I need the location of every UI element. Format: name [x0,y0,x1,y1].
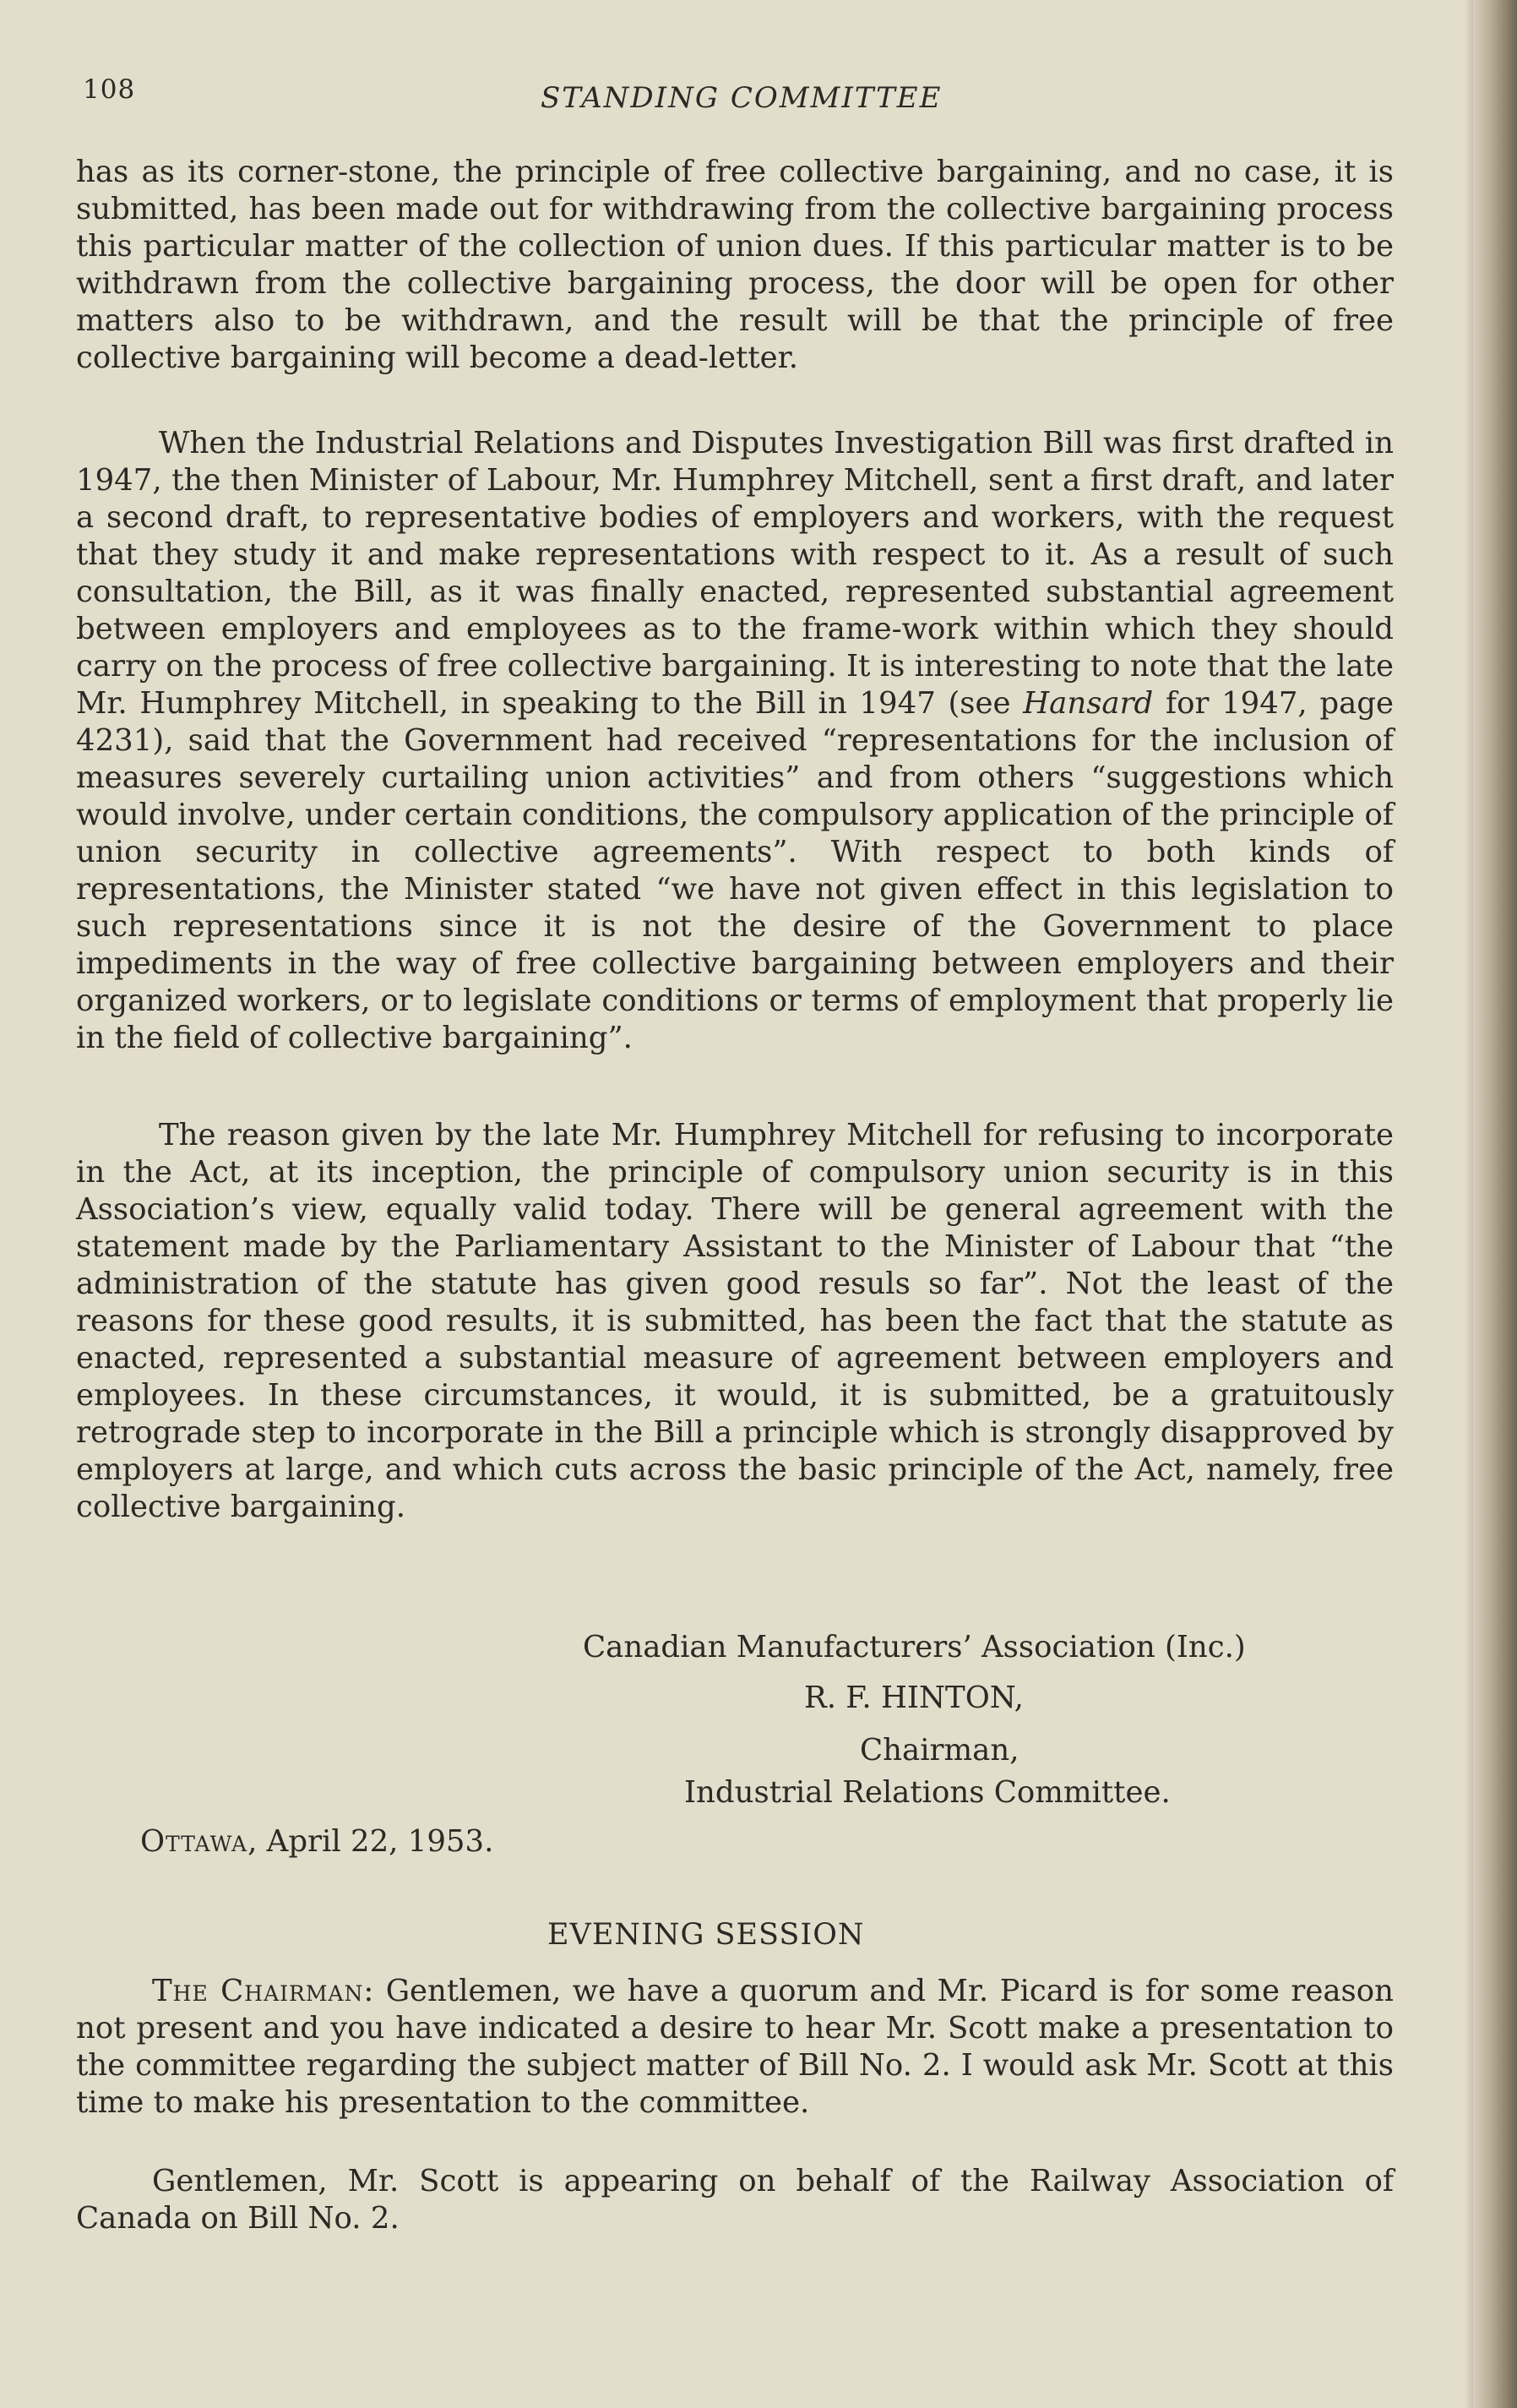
paragraph-2-part-2: for 1947, page 4231), said that the Government had received “representations for the inclusion of measures severely curtailing union activities” and from others “suggestions which would involve, under certain conditions, the compulsory application of the principle of union security in collective agreements”. With respect to both kinds of representations, the Minister stated “we have not given effect in this legislation to such representations since it is not the desire of the Government to place impediments in the way of free collective bargaining between employers and their organized workers, or to legislate conditions or terms of employment that properly lie in the field of collective bargaining”. [76,686,1395,1055]
signature-role: Chairman, [860,1733,1019,1768]
signature-name: R. F. HINTON, [804,1681,1024,1715]
paragraph-1 [76,154,1394,377]
paragraph-4-body: Gentlemen, we have a quorum and Mr. Picard is for some reason not present and you have indicated a desire to hear Mr. Scott make a presentation to the committee regarding the subject matter of Bill No. 2. I would ask Mr. Scott at this time to make his presentation to the committee. [76,1974,1394,2120]
paragraph-4-text [76,1973,1394,2122]
paragraph-3 [76,1117,1394,1526]
signature-place: Ottawa [140,1824,248,1859]
speaker-label: The Chairman: [152,1974,375,2008]
paragraph-2-part-1: When the Industrial Relations and Disputes Investigation Bill was first drafted in 1947, the then Minister of Labour, Mr. Humphrey Mitchell, sent a first draft, and later a second draft, to representative bodies of employers and workers, with the request that they study it and make representations with respect to it. As a result of such consultation, the Bill, as it was finally enacted, represented substantial agreement between employers and employees as to the frame-work within which they should carry on the process of free collective bargaining. It is interesting to note that the late Mr. Humphrey Mitchell, in speaking to the Bill in 1947 (see [76,426,1394,721]
signature-date: , April 22, 1953. [247,1824,494,1859]
signature-committee: Industrial Relations Committee. [684,1775,1171,1810]
paragraph-4 [76,1973,1394,2122]
paragraph-5 [76,2163,1394,2237]
paragraph-2-text [76,425,1394,1057]
signature-place-date [140,1823,493,1860]
paragraph-5-text: Gentlemen, Mr. Scott is appearing on behalf of the Railway Association of Canada on Bill No. 2. [76,2164,1394,2236]
paragraph-3-text: The reason given by the late Mr. Humphrey Mitchell for refusing to incorporate in the Act, at its inception, the principle of compulsory union security is in this Association’s view, equally valid today. There will be general agreement with the statement made by the Parliamentary Assistant to the Minister of Labour that “the administration of the statute has given good resuls so far”. Not the least of the reasons for these good results, it is submitted, has been the fact that the statute as enacted, represented a substantial measure of agreement between employers and employees. In these circumstances, it would, it is submitted, be a gratuitously retrograde step to incorporate in the Bill a principle which is strongly disapproved by employers at large, and which cuts across the basic principle of the Act, namely, free collective bargaining. [76,1118,1394,1524]
page-number: 108 [83,74,136,105]
page-binding-edge [1473,0,1517,2408]
running-header-title: STANDING COMMITTEE [541,81,943,115]
evening-session-heading: EVENING SESSION [547,1918,865,1952]
paragraph-1-text: has as its corner-stone, the principle of free collective bargaining, and no case, it is submitted, has been made out for withdrawing from the collective bargaining process this particular matter of the collection of union dues. If this particular matter is to be withdrawn from the collective bargaining process, the door will be open for other matters also to be withdrawn, and the result will be that the principle of free collective bargaining will become a dead-letter. [76,155,1394,375]
signature-organization: Canadian Manufacturers’ Association (Inc.) [583,1630,1246,1664]
hansard-reference: Hansard [1023,686,1154,721]
paragraph-2 [76,425,1394,1057]
page-shadow [1465,0,1473,2408]
